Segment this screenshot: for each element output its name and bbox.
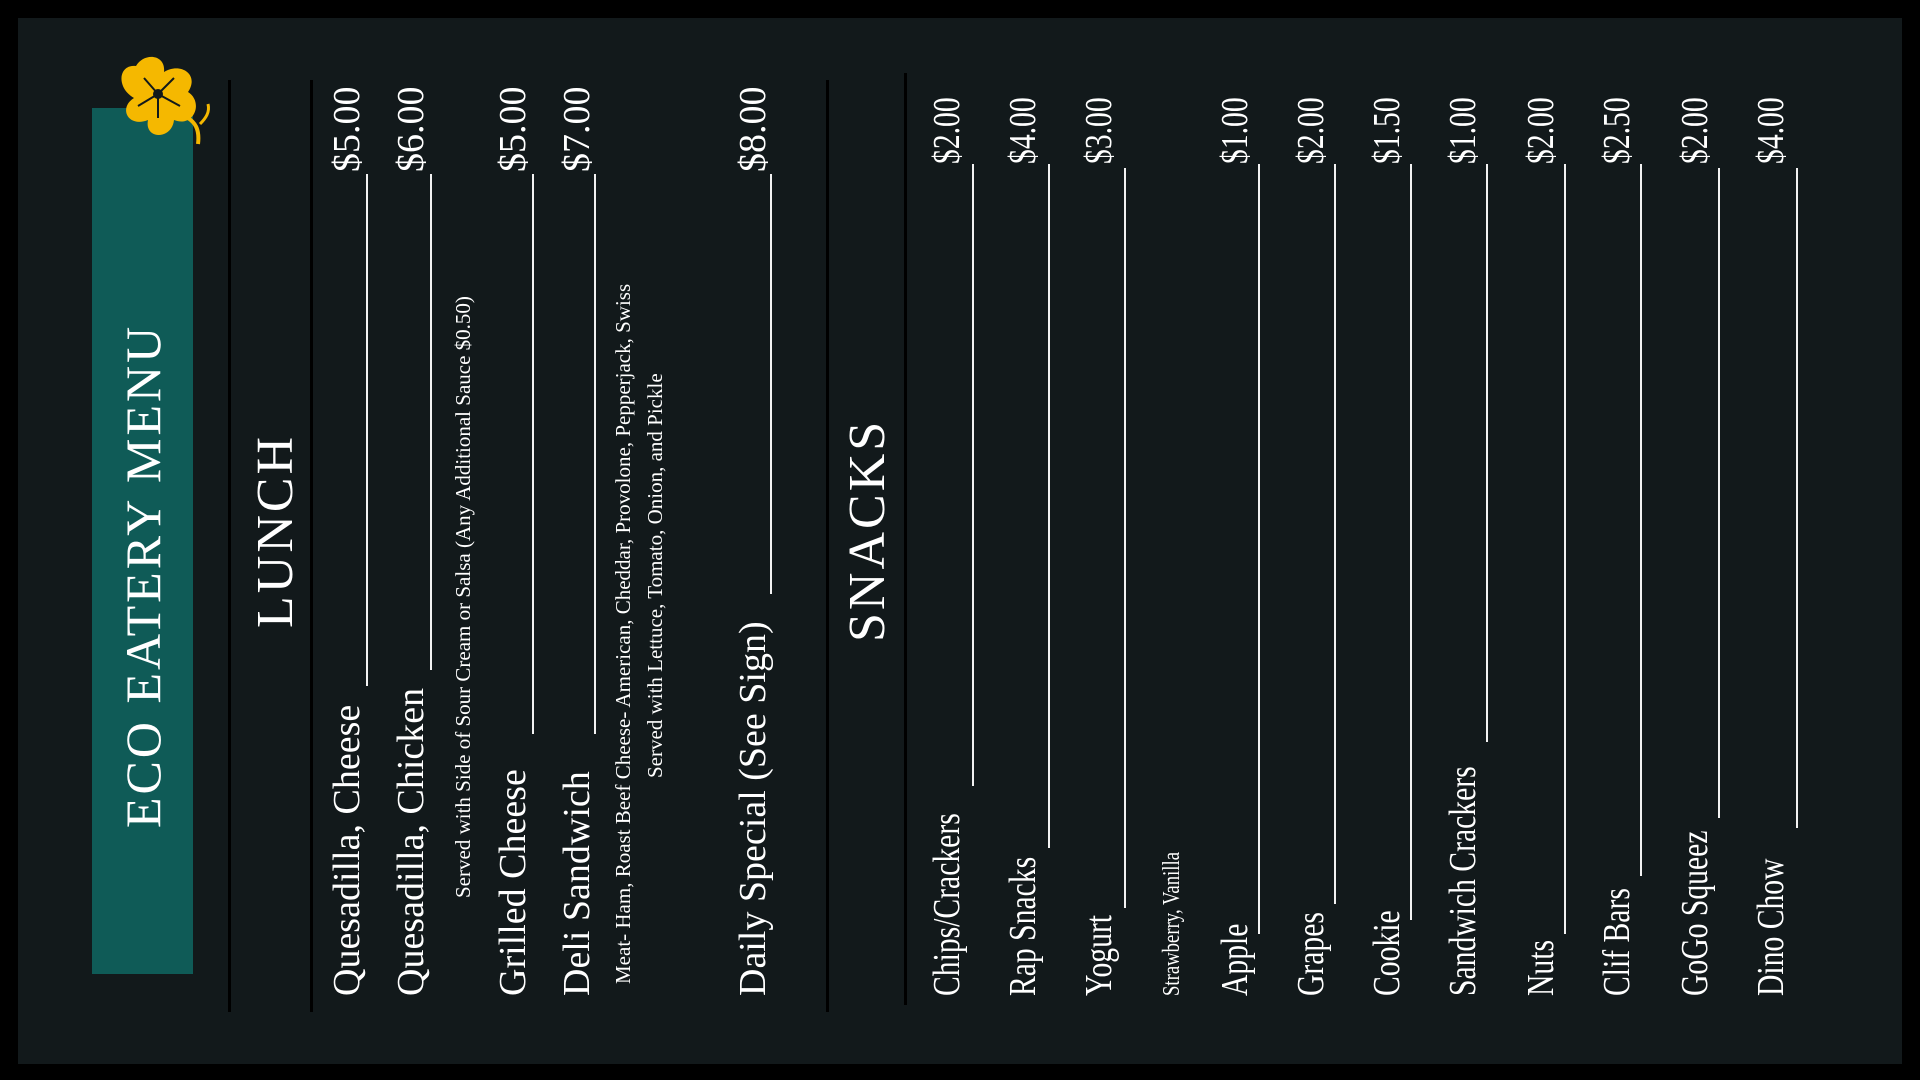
divider-line: [826, 80, 829, 1012]
price-leader-line: [1486, 164, 1488, 742]
menu-title: ECO EATERY MENU: [115, 323, 171, 828]
snack-item-price: $4.00: [1750, 97, 1792, 164]
snack-item-name: Dino Chow: [1750, 858, 1792, 996]
snack-item-name: Nuts: [1520, 939, 1562, 996]
snack-item-name: Rap Snacks: [1002, 856, 1044, 996]
divider-line: [310, 80, 313, 1012]
snack-item-price: $1.00: [1442, 97, 1484, 164]
menu-item-note: Served with Side of Sour Cream or Salsa (Any Additional Sauce $0.50): [451, 296, 475, 898]
snack-item-price: $3.00: [1078, 97, 1120, 164]
price-leader-line: [1718, 168, 1720, 818]
menu-item-price: $7.00: [556, 86, 598, 172]
price-leader-line: [430, 174, 432, 670]
price-leader-line: [1048, 164, 1050, 848]
snack-item-name: Yogurt: [1078, 914, 1120, 996]
snack-item-price: $1.00: [1214, 97, 1256, 164]
menu-item-note: Meat- Ham, Roast Beef Cheese- American, Cheddar, Provolone, Pepperjack, Swiss: [611, 283, 635, 984]
snack-item-note: Strawberry, Vanilla: [1159, 851, 1185, 996]
price-leader-line: [366, 174, 368, 686]
price-leader-line: [1564, 164, 1566, 934]
snack-item-price: $2.00: [1674, 97, 1716, 164]
snack-item-price: $2.00: [1290, 97, 1332, 164]
price-leader-line: [1124, 168, 1126, 908]
snack-item-name: Cookie: [1366, 910, 1408, 996]
menu-item-price: $6.00: [390, 86, 432, 172]
snack-item-name: Chips/Crackers: [926, 813, 968, 996]
hibiscus-flower-icon: [114, 48, 214, 148]
price-leader-line: [532, 174, 534, 734]
snack-item-price: $2.50: [1596, 97, 1638, 164]
menu-board: [18, 18, 1902, 1064]
snack-item-name: Apple: [1214, 923, 1256, 996]
price-leader-line: [594, 174, 596, 734]
menu-item-price: $5.00: [492, 86, 534, 172]
divider-line: [904, 73, 907, 1005]
snack-item-name: GoGo Squeez: [1674, 830, 1716, 996]
snack-item-price: $2.00: [926, 97, 968, 164]
price-leader-line: [1796, 168, 1798, 828]
price-leader-line: [972, 164, 974, 786]
menu-item-price: $8.00: [732, 86, 774, 172]
menu-item-name: Quesadilla, Cheese: [326, 704, 368, 996]
price-leader-line: [1640, 164, 1642, 876]
snack-item-name: Sandwich Crackers: [1442, 766, 1484, 996]
menu-item-name: Grilled Cheese: [492, 769, 534, 996]
snack-item-name: Clif Bars: [1596, 888, 1638, 996]
menu-item-note: Served with Lettuce, Tomato, Onion, and Pickle: [643, 373, 667, 778]
menu-item-name: Daily Special (See Sign): [732, 621, 774, 996]
price-leader-line: [1410, 164, 1412, 920]
snack-item-price: $1.50: [1366, 97, 1408, 164]
price-leader-line: [770, 174, 772, 594]
price-leader-line: [1334, 164, 1336, 904]
divider-line: [228, 80, 231, 1012]
menu-item-price: $5.00: [326, 86, 368, 172]
snack-item-name: Grapes: [1290, 912, 1332, 996]
menu-item-name: Deli Sandwich: [556, 771, 598, 996]
menu-item-name: Quesadilla, Chicken: [390, 687, 432, 996]
snacks-heading: SNACKS: [839, 418, 896, 642]
price-leader-line: [1258, 164, 1260, 934]
snack-item-price: $2.00: [1520, 97, 1562, 164]
snack-item-price: $4.00: [1002, 97, 1044, 164]
lunch-heading: LUNCH: [247, 433, 304, 628]
